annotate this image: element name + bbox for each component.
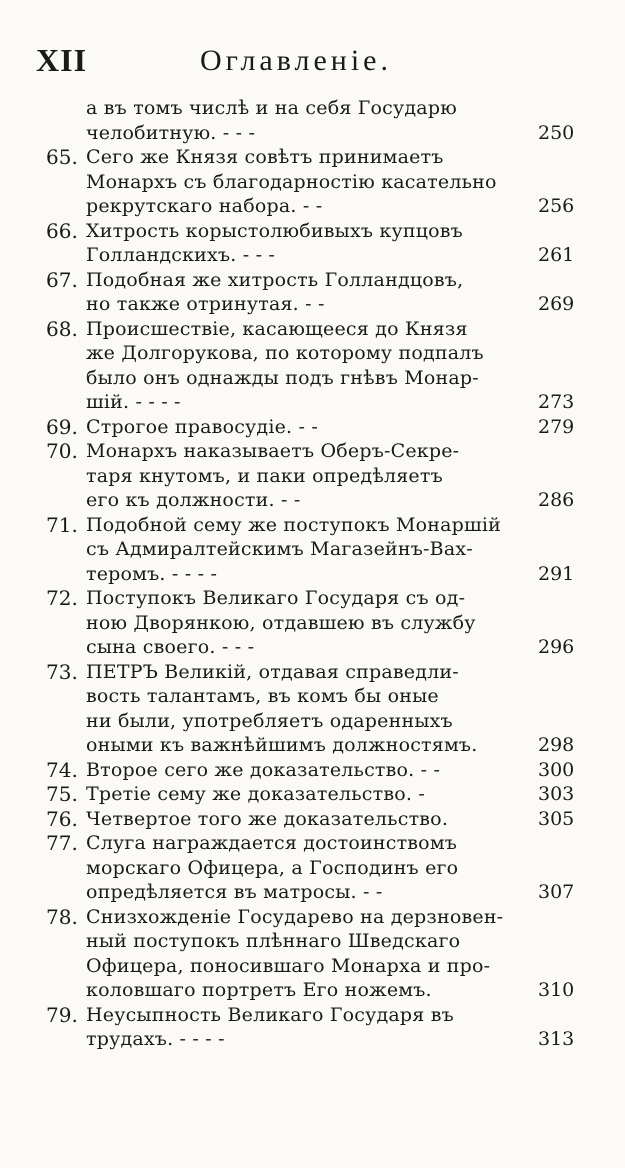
entry-text-line: Монархъ съ благодарностію касательно (86, 170, 497, 193)
entry-text-line: Офицера, поносившаго Монарха и про- (86, 954, 491, 977)
entry-number: 78. (46, 904, 78, 929)
entry-text-line: Поступокъ Великаго Государя съ од- (86, 587, 466, 609)
entry-page-number: 250 (538, 121, 575, 144)
running-title: Оглавленіе. (200, 44, 392, 77)
entry-text-line: таря кнутомъ, и паки опредѣляетъ (86, 464, 443, 487)
entry-text-line: ПЕТРЪ Великій, отдавая справедли- (86, 660, 459, 683)
entry-text-line: Хитрость корыстолюбивыхъ купцовъ (86, 219, 463, 242)
entry-number: 77. (46, 831, 78, 855)
entry-page-number: 300 (538, 758, 575, 781)
entry-text-line: но также отринутая. - - (86, 293, 325, 315)
entry-text-line: рекрутскаго набора. - - (86, 195, 323, 217)
entry-number: 69. (46, 414, 78, 439)
entry-text-line: Подобная же хитрость Голландцовъ, (86, 268, 464, 291)
entry-text-line: челобитную. - - - (86, 121, 256, 144)
page-number: XII (36, 42, 88, 78)
entry-text-line: ный поступокъ плѣннаго Шведскаго (86, 930, 461, 952)
page-header (30, 38, 590, 86)
entry-text-line: морскаго Офицера, а Господинъ его (86, 856, 459, 879)
entry-page-number: 269 (538, 293, 575, 315)
entry-text-line: Третіе сему же доказательство. - (86, 783, 425, 805)
entry-number: 72. (46, 586, 78, 610)
entry-page-number: 256 (538, 195, 575, 217)
entry-text-line: Голландскихъ. - - - (86, 244, 276, 266)
entry-text-line: Строгое правосудіе. - - (86, 415, 319, 438)
entry-number: 76. (46, 806, 78, 831)
entry-text-line: опредѣляется въ матросы. - - (86, 881, 383, 903)
entry-page-number: 303 (538, 783, 575, 805)
entry-text-line: вость талантамъ, въ комъ бы оные (86, 685, 439, 707)
entry-number: 71. (46, 512, 78, 537)
entry-text-line: ни были, употребляетъ одаренныхъ (86, 709, 453, 732)
entry-text-line: Монархъ наказываетъ Оберъ-Секре- (86, 440, 460, 462)
entry-text-line: а въ томъ числѣ и на себя Государю (86, 97, 457, 119)
entry-number: 65. (46, 145, 78, 169)
entry-text-line: было онъ однажды подъ гнѣвъ Монар- (86, 366, 479, 389)
entry-text-line: коловшаго портретъ Его ножемъ. (86, 979, 432, 1001)
entry-text-line: съ Адмиралтейскимъ Магазейнъ-Вах- (86, 538, 473, 560)
entry-page-number: 291 (538, 562, 575, 585)
entry-text-line: Происшествіе, касающееся до Князя (86, 317, 468, 340)
entry-text-line: Слуга награждается достоинствомъ (86, 832, 458, 854)
entry-text-line: сына своего. - - - (86, 636, 255, 658)
entry-text-line: Четвертое того же доказательство. (86, 807, 449, 830)
entry-page-number: 273 (538, 391, 575, 413)
entry-page-number: 298 (538, 734, 575, 756)
entry-text-line: Сего же Князя совѣтъ принимаетъ (86, 146, 444, 168)
entry-number: 79. (46, 1002, 78, 1027)
entry-text-line: шій. - - - - (86, 391, 181, 413)
entry-text-line: Снизхожденіе Государево на дерзновен- (86, 905, 504, 928)
entry-number: 68. (46, 316, 78, 341)
entry-page-number: 261 (538, 244, 575, 266)
entry-page-number: 279 (538, 415, 575, 438)
entry-number: 67. (46, 267, 78, 292)
entry-text-line: Второе сего же доказательство. - - (86, 758, 441, 781)
entry-number: 74. (46, 757, 78, 782)
entry-text-line: Подобной сему же поступокъ Монаршій (86, 513, 502, 536)
entry-text-line: Неусыпность Великаго Государя въ (86, 1003, 454, 1026)
entry-page-number: 313 (538, 1028, 575, 1050)
entry-number: 75. (46, 782, 78, 806)
entry-page-number: 305 (538, 807, 575, 830)
entry-page-number: 286 (538, 489, 575, 511)
entry-number: 73. (46, 659, 78, 684)
entry-text-line: трудахъ. - - - - (86, 1028, 225, 1050)
entry-number: 70. (46, 439, 78, 463)
entry-page-number: 307 (538, 881, 575, 903)
entry-page-number: 310 (538, 979, 575, 1001)
entry-text-line: ною Дворянкою, отдавшею въ службу (86, 611, 476, 634)
entry-text-line: же Долгорукова, по которому подпалъ (86, 342, 484, 364)
entry-text-line: его къ должности. - - (86, 489, 301, 511)
entry-page-number: 296 (538, 636, 575, 658)
entry-text-line: оными къ важнѣйшимъ должностямъ. (86, 734, 478, 756)
entry-text-line: теромъ. - - - - (86, 562, 218, 585)
entry-number: 66. (46, 218, 78, 243)
